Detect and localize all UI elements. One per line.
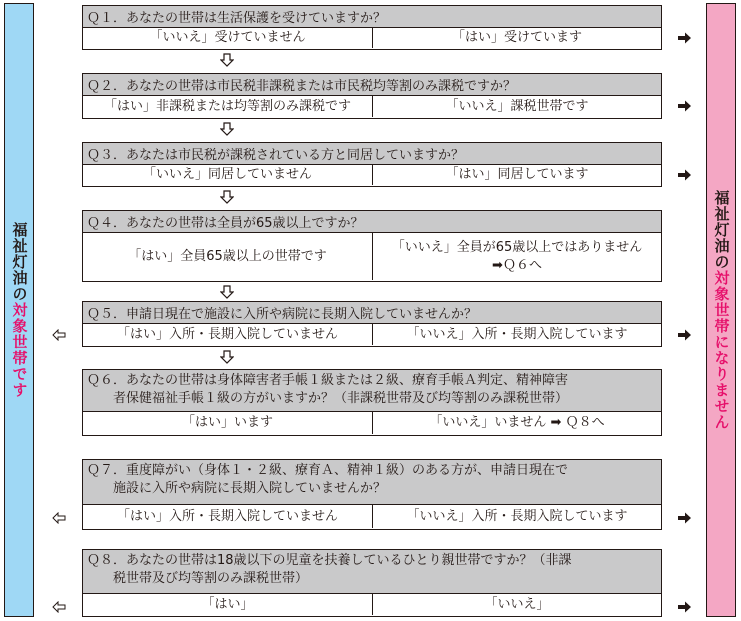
q2-down-arrow-icon (220, 122, 234, 136)
q7-right-arrow-icon (677, 512, 692, 524)
question-7-line-1: Ｑ７．重度障がい（身体１・２級、療育Ａ、精神１級）のある方が、申請日現在で (87, 463, 569, 478)
q4-down-arrow-icon (220, 285, 234, 299)
q7-left-arrow-icon (52, 512, 66, 524)
question-5-text: Ｑ５．申請日現在で施設に入所や病院に長期入院していませんか？ (83, 302, 661, 324)
q8-answer-yes: 「はい」 (201, 596, 254, 612)
q6-answer-yes: 「はい」います (181, 415, 273, 430)
question-4-box (82, 210, 662, 282)
q1-right-arrow-icon (677, 32, 692, 44)
q8-left-arrow-icon (52, 601, 66, 613)
question-6-line-2: 者保健福祉手帳１級の方がいますか？（非課税世帯及び均等割のみ課税世帯） (113, 391, 569, 406)
question-8-box (82, 549, 662, 617)
q8-answer-no: 「いいえ」 (372, 594, 661, 615)
question-5-box (82, 301, 662, 347)
question-3-box (82, 142, 662, 187)
left-sidebar-eligible (4, 3, 34, 617)
question-2-box (82, 73, 662, 119)
right-sidebar-not-eligible (706, 3, 736, 617)
question-6-text (83, 370, 661, 412)
q5-answer-yes: 「はい」入所・長期入院していません (116, 326, 338, 342)
q2-answer-yes: 「はい」非課税または均等割のみ課税です (103, 98, 351, 114)
right-sidebar-text: 福祉灯油の対象世帯になりません (712, 190, 731, 430)
q6-answer-no: 「いいえ」いません ➡ Ｑ８へ (372, 412, 661, 434)
q4-goto-q6: ➡Ｑ６へ (492, 257, 542, 273)
question-7-text (83, 460, 661, 505)
q1-answer-no: 「いいえ」受けていません (149, 30, 306, 45)
question-8-text (83, 550, 661, 594)
q2-answer-no: 「いいえ」課税世帯です (372, 96, 661, 117)
q2-right-arrow-icon (677, 100, 692, 112)
q8-right-arrow-icon (677, 601, 692, 613)
left-sidebar-text: 福祉灯油の対象世帯です (10, 222, 29, 398)
q1-answer-yes: 「はい」受けています (372, 28, 661, 48)
q3-answer-yes: 「はい」同居しています (372, 165, 661, 185)
question-4-text: Ｑ４．あなたの世帯は全員が65歳以上ですか？ (83, 211, 661, 233)
question-8-line-2: 税世帯及び均等割のみ課税世帯） (113, 571, 309, 586)
question-6-line-1: Ｑ６．あなたの世帯は身体障害者手帳１級または２級、療育手帳Ａ判定、精神障害 (87, 373, 569, 388)
question-2-text: Ｑ２．あなたの世帯は市民税非課税または市民税均等割のみ課税ですか？ (83, 74, 661, 96)
question-7-box (82, 459, 662, 530)
question-3-text: Ｑ３．あなたは市民税が課税されている方と同居していますか？ (83, 143, 661, 165)
question-7-line-2: 施設に入所や病院に長期入院していませんか？ (113, 481, 387, 496)
question-6-box (82, 369, 662, 436)
q3-answer-no: 「いいえ」同居していません (142, 167, 312, 182)
q5-left-arrow-icon (52, 329, 66, 341)
question-1-text: Ｑ１．あなたの世帯は生活保護を受けていますか？ (83, 6, 661, 28)
question-8-line-1: Ｑ８．あなたの世帯は18歳以下の児童を扶養しているひとり親世帯ですか？（非課 (87, 553, 572, 568)
q5-answer-no: 「いいえ」入所・長期入院しています (372, 324, 661, 345)
q5-right-arrow-icon (677, 329, 692, 341)
q5-down-arrow-icon (220, 350, 234, 364)
q4-answer-yes: 「はい」全員65歳以上の世帯です (128, 248, 327, 264)
q1-down-arrow-icon (220, 53, 234, 67)
q4-answer-no-text: 「いいえ」全員が65歳以上ではありません (391, 239, 643, 255)
q3-right-arrow-icon (677, 169, 692, 181)
q3-down-arrow-icon (220, 190, 234, 204)
q7-answer-yes: 「はい」入所・長期入院していません (116, 508, 338, 524)
q7-answer-no: 「いいえ」入所・長期入院しています (372, 505, 661, 528)
q4-answer-no (372, 233, 661, 280)
question-1-box (82, 5, 662, 50)
